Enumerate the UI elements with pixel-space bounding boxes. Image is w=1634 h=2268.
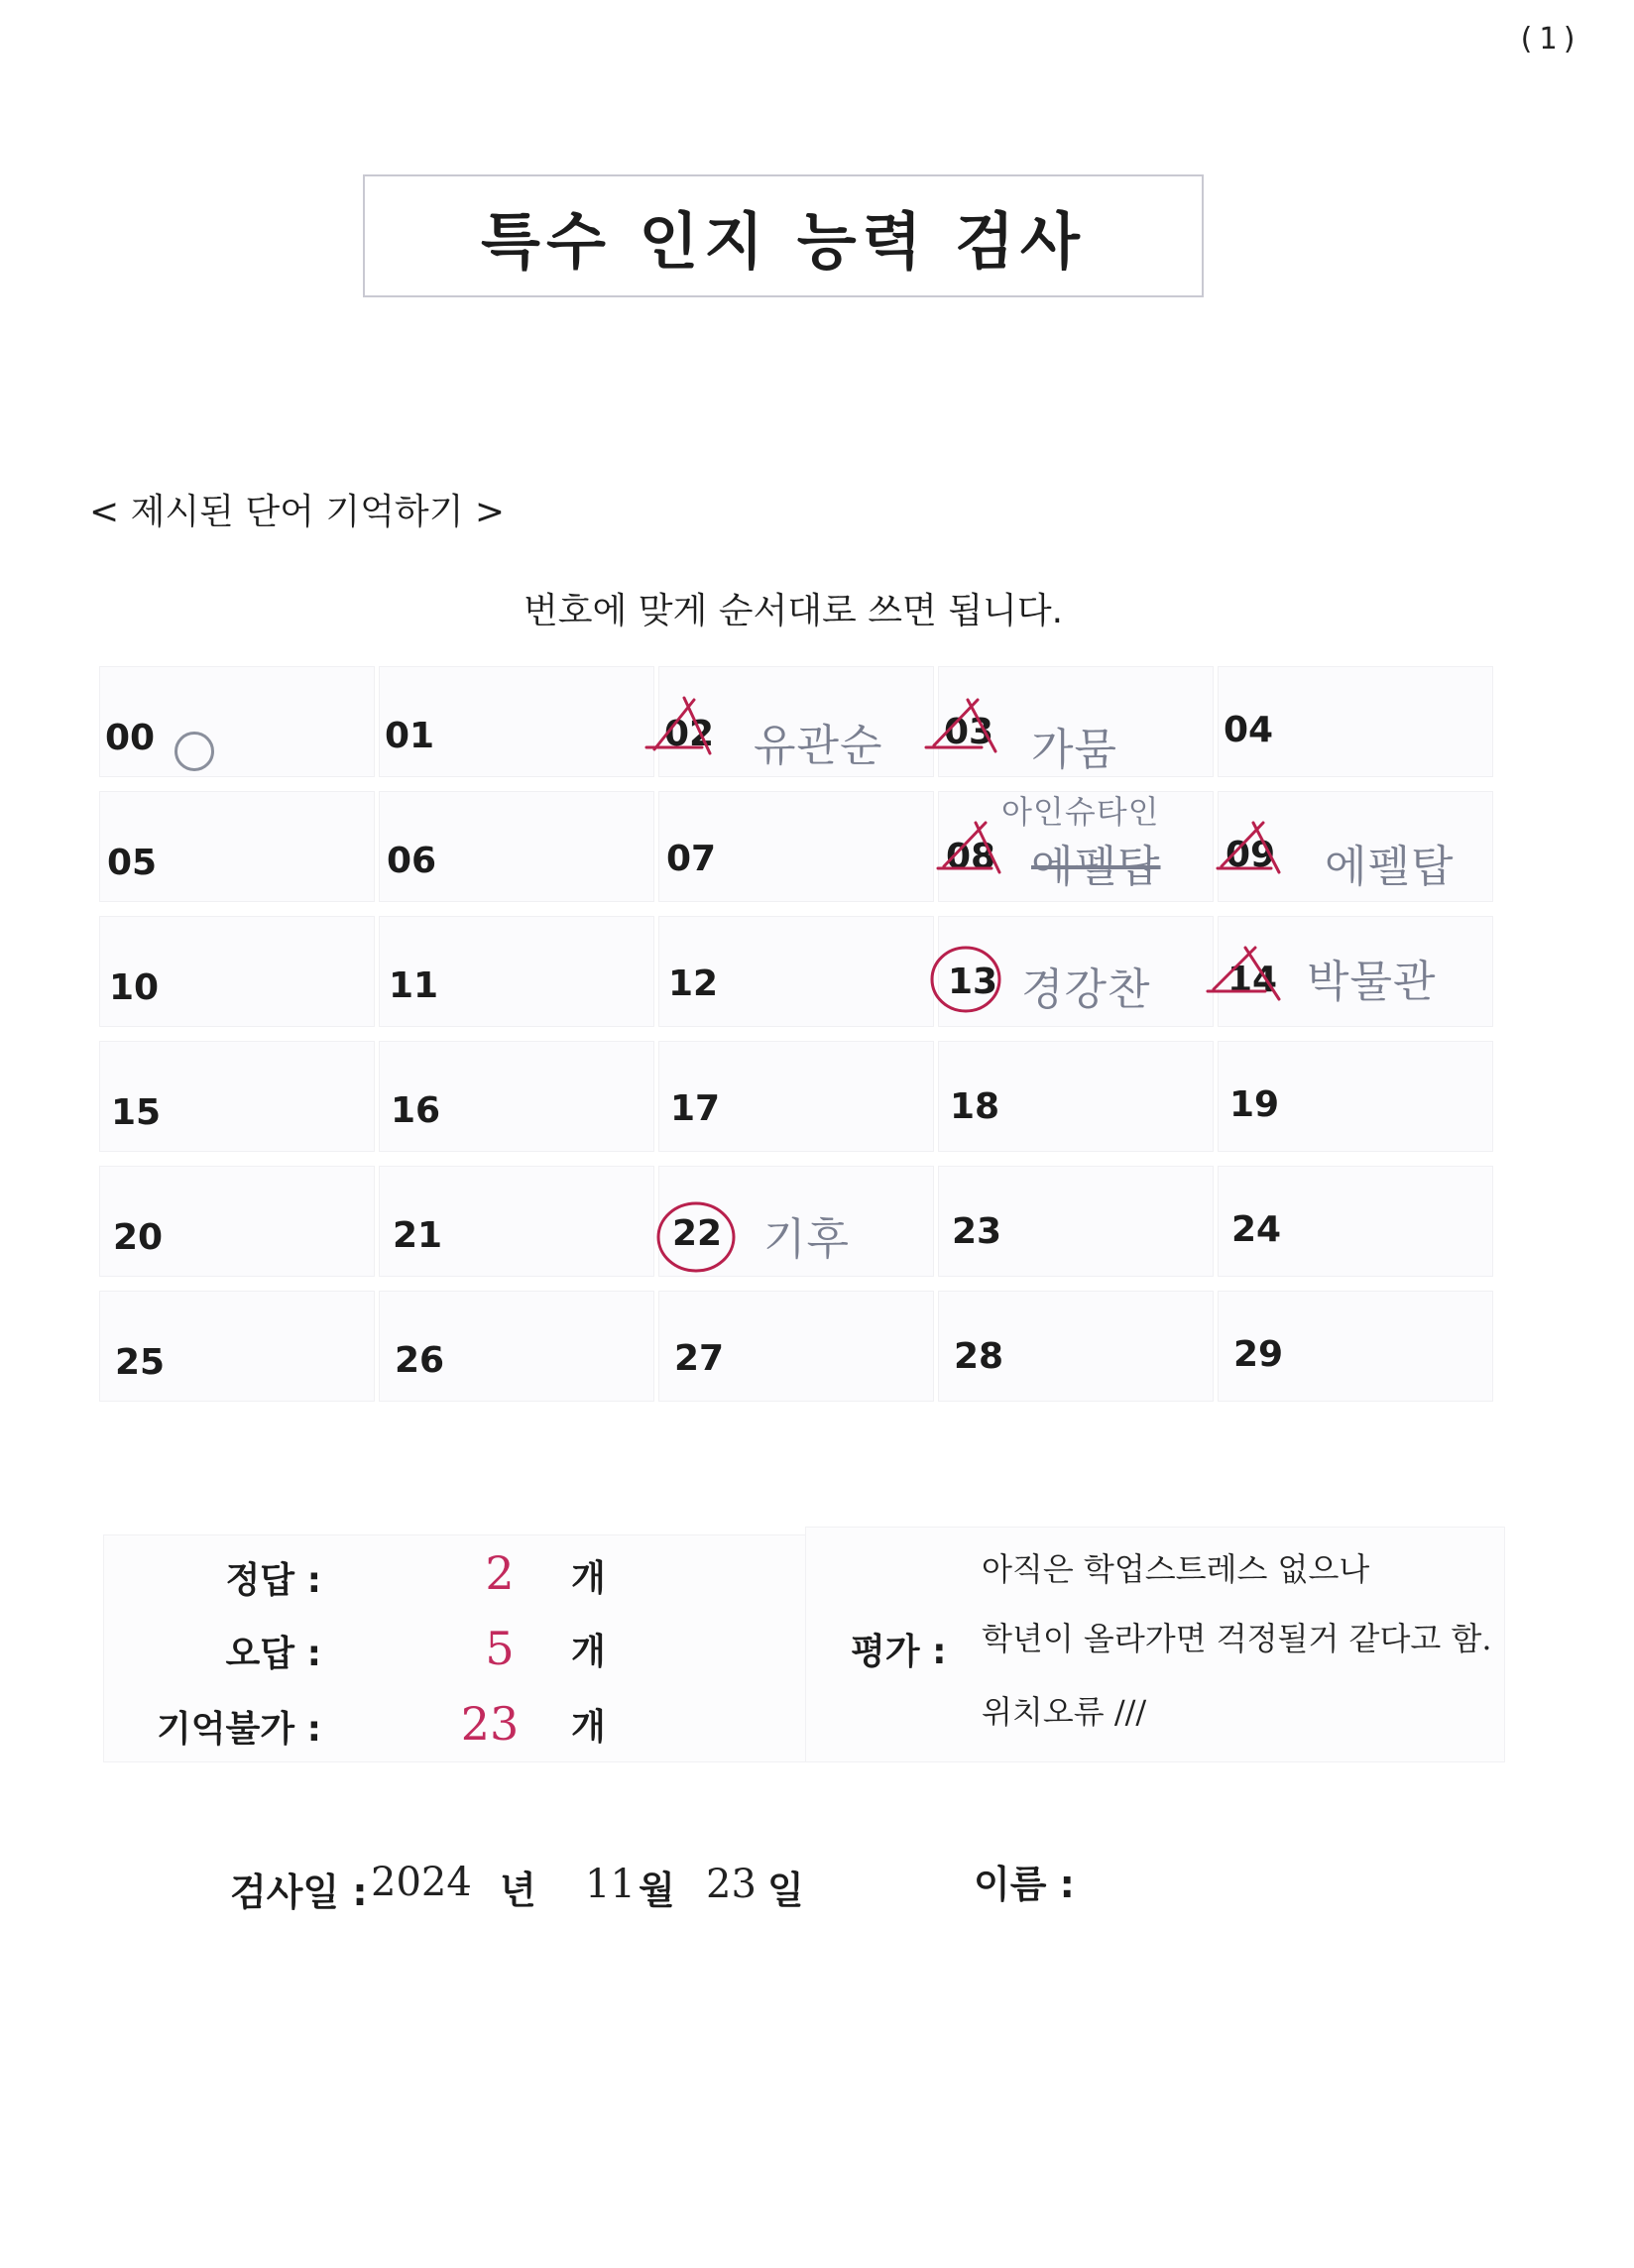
unrecalled-unit: 개 (571, 1707, 606, 1748)
answer-08-top: 아인슈타인 (1001, 793, 1160, 831)
grid-number-26: 26 (395, 1340, 445, 1381)
unrecalled-label: 기억불가 : (156, 1709, 321, 1750)
grid-number-28: 28 (954, 1336, 1004, 1377)
grid-number-01: 01 (385, 716, 435, 756)
date-day-unit: 일 (767, 1869, 804, 1912)
grid-number-06: 06 (387, 841, 437, 881)
grid-number-04: 04 (1224, 710, 1274, 750)
grid-number-15: 15 (111, 1092, 162, 1133)
answer-14: 박물관 (1307, 957, 1437, 1007)
evaluation-line-3: 위치오류 /// (982, 1693, 1147, 1731)
page-number: (1) (1517, 22, 1583, 57)
grid-number-03: 03 (944, 712, 994, 752)
page-title: 특수 인지 능력 검사 (481, 204, 1086, 278)
wrong-label: 오답 : (225, 1634, 321, 1674)
word-grid (99, 666, 1497, 1419)
wrong-value: 5 (485, 1622, 515, 1675)
evaluation-line-1: 아직은 학업스트레스 없으나 (982, 1550, 1370, 1588)
grid-number-14: 14 (1227, 960, 1278, 1000)
date-year-unit: 년 (500, 1869, 536, 1912)
grid-number-29: 29 (1233, 1334, 1284, 1375)
date-label: 검사일 : (230, 1871, 368, 1914)
grid-number-25: 25 (115, 1342, 166, 1383)
grid-number-02: 02 (664, 714, 715, 754)
grid-number-21: 21 (393, 1215, 443, 1256)
grid-number-07: 07 (666, 839, 717, 879)
unrecalled-value: 23 (460, 1697, 520, 1751)
date-day: 23 (706, 1862, 757, 1907)
grid-number-09: 09 (1226, 835, 1276, 875)
grid-number-11: 11 (389, 965, 439, 1006)
correct-value: 2 (485, 1546, 515, 1600)
grid-number-12: 12 (668, 964, 719, 1004)
grid-number-19: 19 (1229, 1084, 1280, 1125)
date-year: 2024 (371, 1860, 472, 1905)
date-month-unit: 월 (639, 1869, 675, 1912)
answer-03: 가뭄 (1031, 725, 1118, 775)
grid-number-24: 24 (1231, 1209, 1282, 1250)
evaluation-line-2: 학년이 올라가면 걱정될거 같다고 함. (982, 1620, 1492, 1657)
grid-number-05: 05 (107, 843, 158, 883)
evaluation-label: 평가 : (851, 1632, 947, 1672)
section-heading: < 제시된 단어 기억하기 > (89, 492, 506, 532)
correct-unit: 개 (571, 1558, 606, 1599)
title-box (363, 174, 1204, 297)
answer-02: 유관순 (754, 721, 883, 771)
grid-number-13: 13 (948, 962, 998, 1002)
grid-number-27: 27 (674, 1338, 725, 1379)
grid-number-17: 17 (670, 1088, 721, 1129)
grid-number-22: 22 (672, 1213, 723, 1254)
grid-number-20: 20 (113, 1217, 164, 1258)
answer-08-struck: 에펠탑 (1031, 842, 1161, 892)
answer-22: 기후 (763, 1214, 851, 1265)
correct-label: 정답 : (225, 1560, 321, 1601)
grid-number-18: 18 (950, 1086, 1000, 1127)
grid-number-00: 00 (105, 718, 156, 758)
wrong-unit: 개 (571, 1632, 606, 1672)
answer-09: 에펠탑 (1325, 842, 1455, 892)
grid-number-08: 08 (946, 837, 996, 877)
instruction: 번호에 맞게 순서대로 쓰면 됩니다. (523, 591, 1064, 631)
name-label: 이름 : (974, 1863, 1075, 1906)
grid-number-23: 23 (952, 1211, 1002, 1252)
date-month: 11 (585, 1862, 636, 1907)
correct-circle-mark (175, 732, 214, 771)
grid-number-16: 16 (391, 1090, 441, 1131)
grid-number-10: 10 (109, 967, 160, 1008)
answer-13: 경강찬 (1021, 964, 1151, 1015)
